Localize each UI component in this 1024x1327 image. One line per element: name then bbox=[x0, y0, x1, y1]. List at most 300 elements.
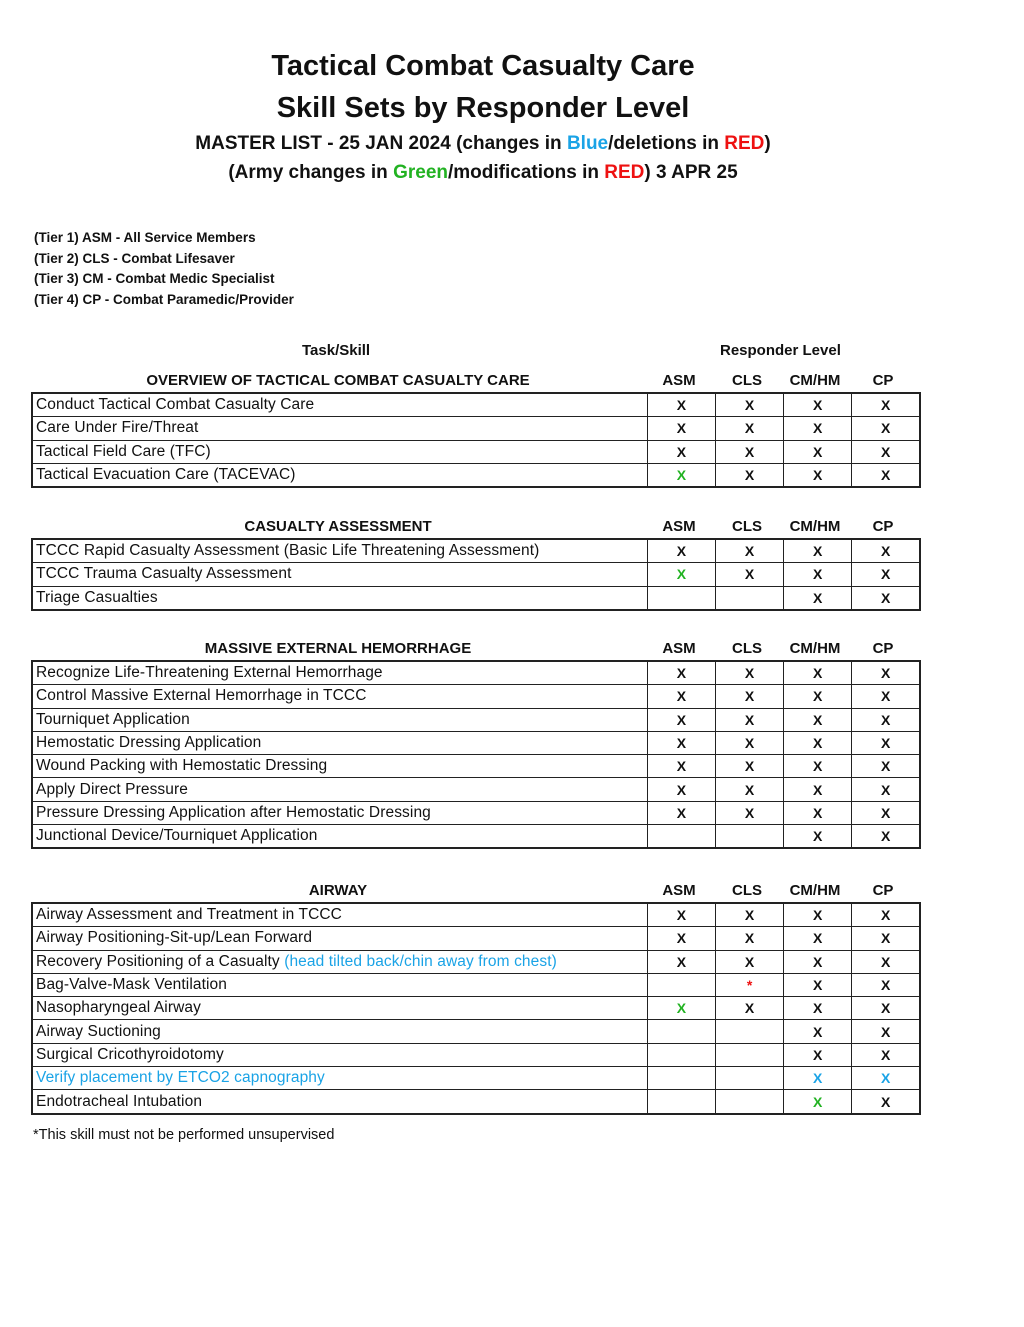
section-header bbox=[31, 638, 921, 660]
mark-cell-asm bbox=[647, 586, 715, 610]
mark-cell-cm-hm bbox=[784, 586, 852, 610]
tier-list bbox=[34, 228, 294, 310]
table-row bbox=[32, 440, 920, 463]
x-mark: X bbox=[676, 543, 687, 560]
master-list-mid: /deletions in bbox=[608, 133, 725, 154]
task-cell bbox=[32, 755, 647, 778]
x-mark: X bbox=[676, 758, 687, 775]
x-mark: X bbox=[880, 1070, 891, 1087]
task-name: Care Under Fire/Threat bbox=[36, 419, 199, 437]
x-mark: X bbox=[880, 735, 891, 752]
task-name: Bag-Valve-Mask Ventilation bbox=[36, 976, 227, 994]
mark-cell-cm-hm bbox=[784, 973, 852, 996]
mark-cell-cls bbox=[716, 1020, 784, 1043]
mark-cell-asm bbox=[647, 661, 715, 685]
x-mark: X bbox=[880, 953, 891, 970]
task-cell bbox=[32, 1020, 647, 1043]
mark-cell-cls bbox=[716, 973, 784, 996]
table-row bbox=[32, 1067, 920, 1090]
section-header bbox=[31, 516, 921, 538]
army-changes-suffix: ) 3 APR 25 bbox=[644, 162, 738, 183]
red-legend-word: RED bbox=[724, 133, 765, 154]
mark-cell-asm bbox=[647, 950, 715, 973]
x-mark: X bbox=[744, 467, 755, 484]
mark-cell-cls bbox=[716, 801, 784, 824]
mark-cell-cm-hm bbox=[784, 1020, 852, 1043]
mark-cell-cls bbox=[716, 755, 784, 778]
section-1 bbox=[31, 370, 921, 488]
x-mark: X bbox=[676, 397, 687, 414]
mark-cell-cm-hm bbox=[784, 950, 852, 973]
task-cell bbox=[32, 973, 647, 996]
mark-cell-cm-hm bbox=[784, 661, 852, 685]
mark-cell-cls bbox=[716, 661, 784, 685]
x-mark: X bbox=[880, 543, 891, 560]
table-row bbox=[32, 825, 920, 849]
table-row bbox=[32, 973, 920, 996]
task-cell bbox=[32, 463, 647, 487]
task-note: (head tilted back/chin away from chest) bbox=[284, 952, 557, 970]
table-row bbox=[32, 393, 920, 417]
mark-cell-asm bbox=[647, 927, 715, 950]
x-mark: X bbox=[813, 589, 823, 606]
mark-cell-cm-hm bbox=[784, 563, 852, 586]
mark-cell-cm-hm bbox=[784, 1043, 852, 1066]
mark-cell-asm bbox=[647, 1020, 715, 1043]
mark-cell-asm bbox=[647, 708, 715, 731]
x-mark: X bbox=[813, 420, 823, 437]
x-mark: X bbox=[744, 543, 755, 560]
mark-cell-asm bbox=[647, 539, 715, 563]
x-mark: X bbox=[880, 566, 891, 583]
mark-cell-cm-hm bbox=[784, 927, 852, 950]
mark-cell-cp bbox=[852, 685, 920, 708]
mark-cell-cp bbox=[852, 393, 920, 417]
master-list-line bbox=[0, 133, 966, 155]
x-mark: X bbox=[813, 443, 823, 460]
table-row bbox=[32, 708, 920, 731]
x-mark: X bbox=[813, 1070, 823, 1087]
mark-cell-cm-hm bbox=[784, 825, 852, 849]
mark-cell-cls bbox=[716, 417, 784, 440]
x-mark: X bbox=[880, 781, 891, 798]
x-mark: X bbox=[813, 1046, 823, 1063]
mark-cell-asm bbox=[647, 685, 715, 708]
x-mark: X bbox=[813, 1000, 823, 1017]
task-name: TCCC Trauma Casualty Assessment bbox=[36, 565, 292, 583]
task-name: Tactical Field Care (TFC) bbox=[36, 442, 211, 460]
column-header-cm-hm: CM/HM bbox=[789, 640, 841, 657]
x-mark: X bbox=[813, 711, 823, 728]
mark-cell-cp bbox=[852, 463, 920, 487]
mark-cell-asm bbox=[647, 778, 715, 801]
task-name: TCCC Rapid Casualty Assessment (Basic Life Threatening Assessment) bbox=[36, 542, 540, 560]
task-name: Control Massive External Hemorrhage in TCCC bbox=[36, 687, 367, 705]
x-mark: X bbox=[813, 907, 823, 924]
section-header bbox=[31, 370, 921, 392]
mark-cell-cls bbox=[716, 708, 784, 731]
mark-cell-cp bbox=[852, 586, 920, 610]
mark-cell-cm-hm bbox=[784, 1067, 852, 1090]
mark-cell-asm bbox=[647, 997, 715, 1020]
mark-cell-cm-hm bbox=[784, 1090, 852, 1114]
x-mark: X bbox=[744, 758, 755, 775]
table-row bbox=[32, 685, 920, 708]
x-mark: X bbox=[744, 930, 755, 947]
x-mark: X bbox=[880, 443, 891, 460]
mark-cell-cp bbox=[852, 731, 920, 754]
x-mark: X bbox=[813, 397, 823, 414]
section-header bbox=[31, 880, 921, 902]
x-mark: X bbox=[744, 443, 755, 460]
mark-cell-cp bbox=[852, 539, 920, 563]
task-name: Surgical Cricothyroidotomy bbox=[36, 1045, 224, 1063]
mark-cell-cls bbox=[716, 731, 784, 754]
table-row bbox=[32, 463, 920, 487]
mark-cell-asm bbox=[647, 563, 715, 586]
task-cell bbox=[32, 1067, 647, 1090]
master-list-suffix: ) bbox=[764, 133, 771, 154]
mark-cell-asm bbox=[647, 973, 715, 996]
mark-cell-cls bbox=[716, 825, 784, 849]
x-mark: X bbox=[880, 1093, 891, 1110]
x-mark: X bbox=[813, 930, 823, 947]
x-mark: X bbox=[813, 953, 823, 970]
skills-table bbox=[31, 538, 921, 611]
section-title: OVERVIEW OF TACTICAL COMBAT CASUALTY CARE bbox=[146, 372, 530, 389]
mark-cell-cm-hm bbox=[784, 755, 852, 778]
mark-cell-asm bbox=[647, 903, 715, 927]
mark-cell-asm bbox=[647, 755, 715, 778]
task-name: Recognize Life-Threatening External Hemorrhage bbox=[36, 664, 383, 682]
footnote: *This skill must not be performed unsupervised bbox=[33, 1127, 335, 1143]
task-cell bbox=[32, 731, 647, 754]
x-mark: X bbox=[676, 566, 687, 583]
x-mark: X bbox=[676, 781, 687, 798]
table-row bbox=[32, 778, 920, 801]
x-mark: X bbox=[676, 467, 687, 484]
column-header-cls: CLS bbox=[732, 372, 762, 389]
mark-cell-cm-hm bbox=[784, 539, 852, 563]
blue-legend-word: Blue bbox=[566, 133, 609, 154]
x-mark: X bbox=[744, 566, 755, 583]
x-mark: X bbox=[880, 467, 891, 484]
task-name: Wound Packing with Hemostatic Dressing bbox=[36, 757, 328, 775]
mark-cell-cm-hm bbox=[784, 731, 852, 754]
mark-cell-cls bbox=[716, 950, 784, 973]
x-mark: X bbox=[676, 420, 687, 437]
mark-cell-cls bbox=[716, 1067, 784, 1090]
skills-table bbox=[31, 902, 921, 1115]
mark-cell-cls bbox=[716, 586, 784, 610]
column-header-cls: CLS bbox=[732, 882, 762, 899]
column-header-asm: ASM bbox=[662, 372, 696, 389]
mark-cell-cp bbox=[852, 708, 920, 731]
task-cell bbox=[32, 393, 647, 417]
x-mark: X bbox=[813, 566, 823, 583]
task-cell bbox=[32, 685, 647, 708]
task-cell bbox=[32, 825, 647, 849]
mark-cell-cp bbox=[852, 563, 920, 586]
table-row bbox=[32, 801, 920, 824]
x-mark: X bbox=[880, 589, 891, 606]
mark-cell-cls bbox=[716, 778, 784, 801]
section-4 bbox=[31, 880, 921, 1115]
x-mark: X bbox=[813, 735, 823, 752]
x-mark: X bbox=[880, 665, 891, 682]
mark-cell-cls bbox=[716, 997, 784, 1020]
mark-cell-cp bbox=[852, 927, 920, 950]
mark-cell-cp bbox=[852, 1043, 920, 1066]
mark-cell-cp bbox=[852, 778, 920, 801]
mark-cell-cp bbox=[852, 1090, 920, 1114]
x-mark: X bbox=[880, 688, 891, 705]
task-name: Junctional Device/Tourniquet Application bbox=[36, 827, 318, 845]
mark-cell-cls bbox=[716, 903, 784, 927]
x-mark: X bbox=[880, 828, 891, 845]
x-mark: X bbox=[676, 1000, 687, 1017]
task-name: Airway Positioning-Sit-up/Lean Forward bbox=[36, 929, 313, 947]
task-skill-heading: Task/Skill bbox=[302, 342, 371, 359]
x-mark: X bbox=[813, 828, 823, 845]
x-mark: X bbox=[676, 443, 687, 460]
mark-cell-cm-hm bbox=[784, 903, 852, 927]
x-mark: X bbox=[744, 711, 755, 728]
skills-table bbox=[31, 660, 921, 849]
mark-cell-asm bbox=[647, 440, 715, 463]
table-row bbox=[32, 731, 920, 754]
mark-cell-asm bbox=[647, 731, 715, 754]
section-2 bbox=[31, 516, 921, 611]
task-name: Triage Casualties bbox=[36, 588, 158, 606]
green-legend-word: Green bbox=[393, 162, 448, 183]
table-row bbox=[32, 997, 920, 1020]
task-name: Recovery Positioning of a Casualty bbox=[36, 952, 285, 970]
x-mark: X bbox=[813, 977, 823, 994]
mark-cell-cls bbox=[716, 539, 784, 563]
task-name: Endotracheal Intubation bbox=[36, 1092, 203, 1110]
section-3 bbox=[31, 638, 921, 849]
column-header-cp: CP bbox=[872, 640, 894, 657]
x-mark: X bbox=[813, 1093, 823, 1110]
mark-cell-cls bbox=[716, 440, 784, 463]
task-cell bbox=[32, 586, 647, 610]
column-header-cp: CP bbox=[872, 372, 894, 389]
mark-cell-asm bbox=[647, 1043, 715, 1066]
mark-cell-cls bbox=[716, 463, 784, 487]
task-cell bbox=[32, 1043, 647, 1066]
x-mark: X bbox=[744, 781, 755, 798]
x-mark: X bbox=[813, 1023, 823, 1040]
x-mark: X bbox=[744, 735, 755, 752]
task-cell bbox=[32, 539, 647, 563]
x-mark: X bbox=[744, 420, 755, 437]
asterisk-mark: * bbox=[746, 977, 753, 994]
page-subtitle: Skill Sets by Responder Level bbox=[276, 92, 690, 124]
mark-cell-asm bbox=[647, 801, 715, 824]
tier-item: (Tier 1) ASM - All Service Members bbox=[34, 230, 256, 245]
table-row bbox=[32, 1043, 920, 1066]
column-header-cls: CLS bbox=[732, 518, 762, 535]
task-cell bbox=[32, 661, 647, 685]
x-mark: X bbox=[744, 907, 755, 924]
task-cell bbox=[32, 563, 647, 586]
x-mark: X bbox=[813, 543, 823, 560]
mark-cell-cm-hm bbox=[784, 778, 852, 801]
table-row bbox=[32, 927, 920, 950]
x-mark: X bbox=[676, 907, 687, 924]
column-header-cls: CLS bbox=[732, 640, 762, 657]
task-cell bbox=[32, 1090, 647, 1114]
task-name: Hemostatic Dressing Application bbox=[36, 734, 262, 752]
skills-table bbox=[31, 392, 921, 488]
task-name: Tactical Evacuation Care (TACEVAC) bbox=[36, 466, 296, 484]
x-mark: X bbox=[813, 781, 823, 798]
mark-cell-cp bbox=[852, 825, 920, 849]
x-mark: X bbox=[744, 688, 755, 705]
x-mark: X bbox=[676, 930, 687, 947]
task-cell bbox=[32, 440, 647, 463]
task-cell bbox=[32, 417, 647, 440]
x-mark: X bbox=[880, 907, 891, 924]
mark-cell-asm bbox=[647, 825, 715, 849]
task-name: Tourniquet Application bbox=[36, 710, 190, 728]
table-row bbox=[32, 539, 920, 563]
table-row bbox=[32, 417, 920, 440]
section-title: CASUALTY ASSESSMENT bbox=[244, 518, 432, 535]
mark-cell-cm-hm bbox=[784, 463, 852, 487]
x-mark: X bbox=[880, 420, 891, 437]
task-name: Airway Assessment and Treatment in TCCC bbox=[36, 906, 342, 924]
master-list-prefix: MASTER LIST - 25 JAN 2024 (changes in bbox=[195, 133, 567, 154]
column-header-cm-hm: CM/HM bbox=[789, 372, 841, 389]
x-mark: X bbox=[676, 688, 687, 705]
mark-cell-cm-hm bbox=[784, 708, 852, 731]
x-mark: X bbox=[813, 758, 823, 775]
section-title: AIRWAY bbox=[308, 882, 368, 899]
mark-cell-asm bbox=[647, 1090, 715, 1114]
x-mark: X bbox=[676, 665, 687, 682]
task-cell bbox=[32, 997, 647, 1020]
mark-cell-cp bbox=[852, 1067, 920, 1090]
mark-cell-cp bbox=[852, 755, 920, 778]
table-row bbox=[32, 755, 920, 778]
mark-cell-cls bbox=[716, 393, 784, 417]
task-cell bbox=[32, 708, 647, 731]
mark-cell-cls bbox=[716, 685, 784, 708]
task-name: Pressure Dressing Application after Hemostatic Dressing bbox=[36, 803, 431, 821]
mark-cell-cm-hm bbox=[784, 393, 852, 417]
task-name: Verify placement by ETCO2 capnography bbox=[36, 1069, 325, 1087]
x-mark: X bbox=[880, 1023, 891, 1040]
table-row bbox=[32, 950, 920, 973]
table-row bbox=[32, 661, 920, 685]
table-row bbox=[32, 1090, 920, 1114]
task-cell bbox=[32, 927, 647, 950]
red-modifications-word: RED bbox=[604, 162, 645, 183]
x-mark: X bbox=[880, 977, 891, 994]
mark-cell-cp bbox=[852, 997, 920, 1020]
mark-cell-cp bbox=[852, 1020, 920, 1043]
mark-cell-cp bbox=[852, 440, 920, 463]
mark-cell-cm-hm bbox=[784, 417, 852, 440]
tier-item: (Tier 3) CM - Combat Medic Specialist bbox=[34, 271, 275, 286]
table-row bbox=[32, 563, 920, 586]
x-mark: X bbox=[880, 1000, 891, 1017]
section-title: MASSIVE EXTERNAL HEMORRHAGE bbox=[204, 640, 472, 657]
column-header-cp: CP bbox=[872, 882, 894, 899]
mark-cell-cm-hm bbox=[784, 801, 852, 824]
x-mark: X bbox=[676, 735, 687, 752]
x-mark: X bbox=[744, 953, 755, 970]
mark-cell-cls bbox=[716, 1043, 784, 1066]
mark-cell-cp bbox=[852, 973, 920, 996]
x-mark: X bbox=[676, 953, 687, 970]
army-changes-line bbox=[0, 162, 966, 184]
mark-cell-cm-hm bbox=[784, 440, 852, 463]
mark-cell-cls bbox=[716, 563, 784, 586]
army-changes-prefix: (Army changes in bbox=[228, 162, 394, 183]
x-mark: X bbox=[880, 1046, 891, 1063]
column-header-cm-hm: CM/HM bbox=[789, 518, 841, 535]
mark-cell-cm-hm bbox=[784, 997, 852, 1020]
task-name: Airway Suctioning bbox=[36, 1022, 161, 1040]
x-mark: X bbox=[744, 804, 755, 821]
task-name: Nasopharyngeal Airway bbox=[36, 999, 201, 1017]
table-row bbox=[32, 903, 920, 927]
x-mark: X bbox=[744, 665, 755, 682]
task-cell bbox=[32, 801, 647, 824]
column-header-asm: ASM bbox=[662, 518, 696, 535]
table-row bbox=[32, 586, 920, 610]
x-mark: X bbox=[813, 688, 823, 705]
x-mark: X bbox=[813, 804, 823, 821]
mark-cell-cp bbox=[852, 417, 920, 440]
x-mark: X bbox=[880, 930, 891, 947]
mark-cell-cp bbox=[852, 950, 920, 973]
x-mark: X bbox=[676, 711, 687, 728]
x-mark: X bbox=[880, 397, 891, 414]
tier-item: (Tier 2) CLS - Combat Lifesaver bbox=[34, 250, 235, 266]
x-mark: X bbox=[813, 665, 823, 682]
task-cell bbox=[32, 778, 647, 801]
task-cell bbox=[32, 903, 647, 927]
page-title: Tactical Combat Casualty Care bbox=[271, 50, 695, 82]
x-mark: X bbox=[880, 758, 891, 775]
mark-cell-asm bbox=[647, 417, 715, 440]
mark-cell-cls bbox=[716, 927, 784, 950]
task-name: Conduct Tactical Combat Casualty Care bbox=[36, 396, 315, 414]
task-name: Apply Direct Pressure bbox=[36, 780, 188, 798]
x-mark: X bbox=[813, 467, 823, 484]
mark-cell-cp bbox=[852, 801, 920, 824]
x-mark: X bbox=[880, 711, 891, 728]
x-mark: X bbox=[744, 1000, 755, 1017]
column-header-asm: ASM bbox=[662, 640, 696, 657]
x-mark: X bbox=[744, 397, 755, 414]
column-header-cm-hm: CM/HM bbox=[789, 882, 841, 899]
task-cell bbox=[32, 950, 647, 973]
column-header-cp: CP bbox=[872, 518, 894, 535]
table-row bbox=[32, 1020, 920, 1043]
x-mark: X bbox=[880, 804, 891, 821]
mark-cell-cp bbox=[852, 661, 920, 685]
mark-cell-asm bbox=[647, 1067, 715, 1090]
mark-cell-asm bbox=[647, 463, 715, 487]
mark-cell-cls bbox=[716, 1090, 784, 1114]
mark-cell-cm-hm bbox=[784, 685, 852, 708]
tier-item: (Tier 4) CP - Combat Paramedic/Provider bbox=[34, 291, 294, 307]
